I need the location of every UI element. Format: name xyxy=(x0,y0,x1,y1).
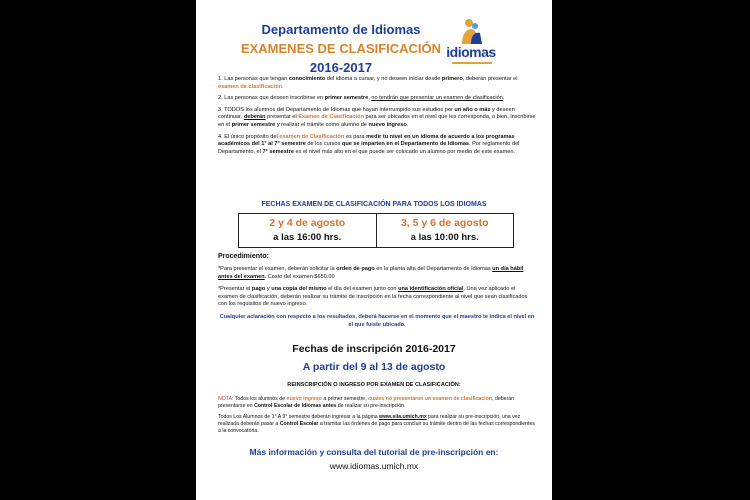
more-info: Más información y consulta del tutorial de pre-inscripción en: xyxy=(249,447,499,457)
all-note-bold: Control Escolar xyxy=(279,421,319,427)
procedure-section xyxy=(218,252,536,334)
note-highlight: nuevo ingreso xyxy=(286,396,322,402)
note-bold: Control Escolar de Idiomas xyxy=(254,403,322,409)
exam-date-cell-2 xyxy=(376,214,514,247)
exam-date-1: 2 y 4 de agosto xyxy=(269,217,346,229)
proc-1-bold: orden de pago xyxy=(336,266,375,272)
note-text-4: de realizar su pre-inscripción. xyxy=(337,403,406,409)
rule-1 xyxy=(218,76,536,91)
proc-2-bold-2: una copia del mismo xyxy=(271,286,327,293)
rule-4-highlight: examen de Clasificación xyxy=(279,133,345,140)
rule-1-bold-2: primero xyxy=(441,76,463,82)
rule-3-text-2: y deseen continuar, xyxy=(218,106,515,121)
note-label: NOTA: xyxy=(218,396,234,402)
rule-1-text-3: , deberán presentar el xyxy=(462,76,518,82)
all-note-text: Todos Los Alumnos de 1° A 9° semestre deberán ingresar a la página xyxy=(218,414,378,420)
all-note-text-2: para realizar su pre-inscripción xyxy=(428,414,500,420)
logo-underline xyxy=(452,62,492,64)
rule-4-text-3: de los cursos xyxy=(307,141,341,148)
rules-section xyxy=(218,76,536,160)
rule-3-bold-2: primer semestre xyxy=(231,121,276,128)
new-students-note xyxy=(218,396,536,410)
rule-2-end: . xyxy=(502,95,505,102)
proc-2-text: *Presentar el xyxy=(218,286,251,293)
rule-3 xyxy=(218,107,536,130)
rule-2-bold: primer semestre xyxy=(324,95,369,102)
rule-1-end: . xyxy=(282,83,284,90)
exam-date-cell-1 xyxy=(239,214,376,247)
note-highlight-2: cuales no presentaron un examen de clasificación xyxy=(368,396,493,402)
rule-4-text-5: es el nivel más alto en el que puede ser colocado un alumno por medio de este examen. xyxy=(295,148,516,155)
note-text-2: a primer semestre, xyxy=(323,396,367,402)
rule-4-text-4: . Por reglamento del Departamento, el xyxy=(218,141,520,155)
rule-1-bold: conocimiento xyxy=(288,76,326,82)
inscription-dates: A partir del 9 al 13 de agosto xyxy=(302,361,446,373)
rule-1-highlight: examen de clasificación xyxy=(218,83,283,90)
proc-2-bold: pago xyxy=(251,286,266,293)
rule-3-text-4: para ser ubicados en el nivel que les corresponda, o bien, inscribirse en el xyxy=(218,114,536,128)
proc-2-and: y xyxy=(266,286,270,293)
exam-dates-table xyxy=(238,213,514,248)
inscription-title: Fechas de inscripción 2016-2017 xyxy=(292,343,456,355)
department-title: Departamento de Idiomas xyxy=(261,22,421,37)
rule-3-must: deberán xyxy=(243,114,266,121)
rule-1-text: 1. Las personas que tengan xyxy=(218,76,288,82)
rule-2-comma: , xyxy=(368,95,370,102)
rule-2-underline: no tendrán que presentar un examen de clasificación xyxy=(371,95,503,102)
procedure-step-2 xyxy=(218,286,536,309)
proc-1-text: *Para presentar el examen, deberán solicitar la xyxy=(218,266,335,272)
proc-2-text-3: . Una vez aplicado el examen de clasificación, deberán realizar su trámite de inscripción en la fecha correspondiente al nivel que sean clasificados con los requisitos de nuevo ingreso. xyxy=(218,286,528,308)
rule-4 xyxy=(218,134,536,157)
logo-word: idiomas xyxy=(446,44,496,60)
exam-time-1: a las 16:00 hrs. xyxy=(273,232,342,243)
inscription-notes xyxy=(218,396,536,439)
procedure-title: Procedimiento: xyxy=(218,253,269,260)
rule-2 xyxy=(218,95,536,103)
all-students-note xyxy=(218,414,536,435)
procedure-step-1 xyxy=(218,266,536,281)
rule-4-text-2: es para xyxy=(345,133,365,140)
proc-1-underline: un día hábil antes del examen xyxy=(218,266,524,280)
rule-3-bold-3: nuevo ingreso xyxy=(368,121,407,128)
rule-4-bold: medir tu nivel en un idioma de acuerdo a los programas académicos del 1° al 7° semestre xyxy=(218,133,515,148)
exam-time-2: a las 10:00 hrs. xyxy=(410,232,479,243)
rule-3-text-5: y realizar el trámite como alumno de xyxy=(276,121,367,128)
clarification-note: Cualquier aclaración con respecto a los resultados, deberá hacerse en el momento que el maestro te indica el nivel en el que fuiste ubicado. xyxy=(219,313,535,328)
note-bold-2: antes xyxy=(322,403,337,409)
proc-2-underline: una identificación oficial xyxy=(398,286,464,293)
all-note-text-3: , una vez realizada deberán pasar a xyxy=(218,414,521,427)
note-text-3: , deberán presentarse en xyxy=(218,396,514,409)
exam-dates-title: FECHAS EXAMEN DE CLASIFICACIÓN PARA TODOS LOS IDIOMAS xyxy=(261,201,487,208)
siia-link[interactable]: www.siia.umich.mx xyxy=(379,414,427,420)
all-note-text-4: a tramitar las órdenes de pago para concluir su trámite dentro de las fechas correspondientes a la convocatoria. xyxy=(218,421,535,434)
rule-3-text: 3. TODOS los alumnos del Departamento de Idiomas que hayan interrumpido sus estudios por xyxy=(218,106,453,113)
rule-4-bold-3: 7° semestre xyxy=(262,148,294,155)
rule-4-bold-2: que se imparten en el Departamento de Idiomas xyxy=(341,141,470,148)
idiomas-logo xyxy=(440,18,502,70)
proc-1-text-2: en la planta alta del Departamento de Idiomas xyxy=(376,266,491,272)
rule-4-text: 4. El único propósito del xyxy=(218,133,278,140)
logo-figure-icon xyxy=(440,18,502,46)
proc-2-text-2: el día del examen junto con xyxy=(328,286,397,293)
rule-3-text-3: presentar el xyxy=(267,114,297,121)
reinscription-heading: REINSCRIPCIÓN O INGRESO POR EXAMEN DE CLASIFICACIÓN: xyxy=(287,382,461,388)
exam-date-2: 3, 5 y 6 de agosto xyxy=(400,217,489,229)
note-text: Todos los alumnos de xyxy=(234,396,286,402)
rule-1-text-2: del idioma a cursar, y no deseen iniciar desde xyxy=(326,76,441,82)
document-page xyxy=(196,0,552,500)
proc-1-cost: . Costo del examen $650.00 xyxy=(264,273,335,280)
rule-3-bold: un año o más xyxy=(454,106,491,113)
rule-2-text: 2. Las personas que deseen inscribirse en xyxy=(218,95,324,102)
exam-title: EXAMENES DE CLASIFICACIÓN xyxy=(240,41,442,56)
year-title: 2016-2017 xyxy=(309,60,373,75)
website-link[interactable]: www.idiomas.umich.mx xyxy=(329,461,419,471)
rule-3-end: . xyxy=(406,121,409,128)
rule-3-highlight: Examen de Clasificación xyxy=(298,114,364,121)
